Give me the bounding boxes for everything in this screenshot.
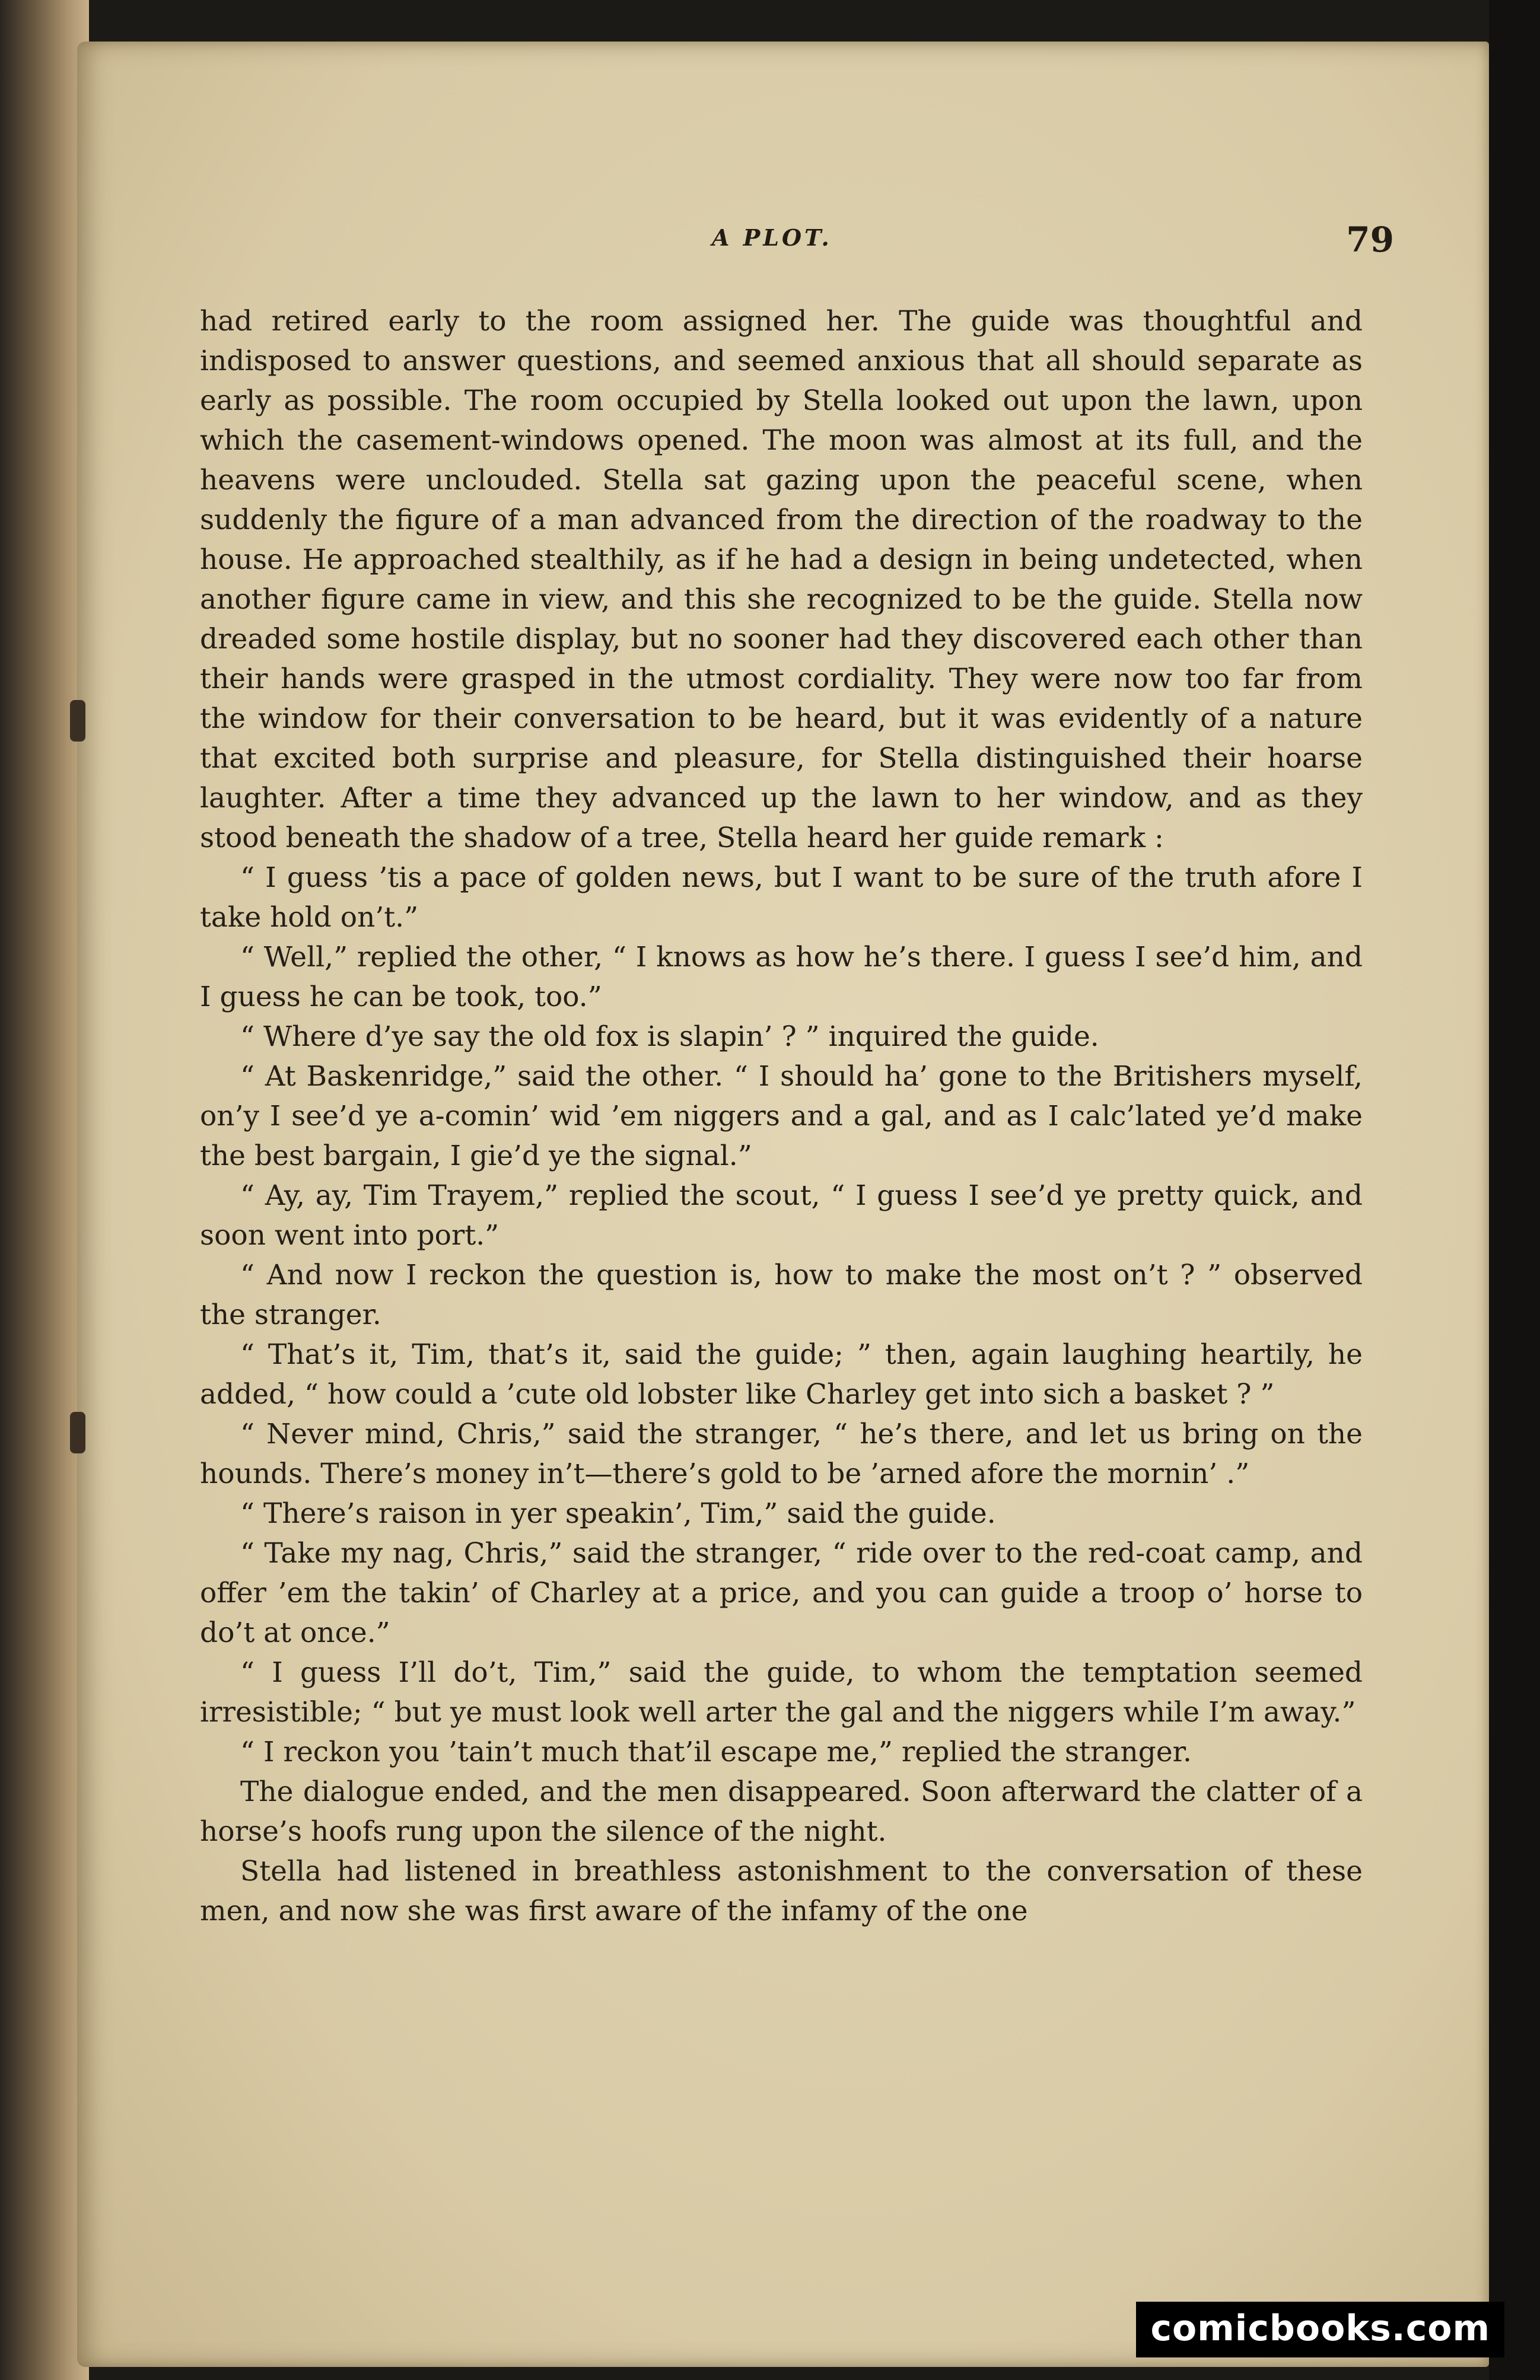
paragraph: “ There’s raison in yer speakin’, Tim,” said the guide. xyxy=(240,1497,996,1530)
page-header xyxy=(77,219,1489,267)
paragraph: “ That’s it, Tim, that’s it, said the guide; ” then, again laughing heartily, he added, “ how could a ’cute old lobster like Charley get into sich a basket ? ” xyxy=(200,1338,1363,1411)
binding-staple xyxy=(70,700,85,742)
paragraph: Stella had listened in breathless astonishment to the conversation of these men, and now she was first aware of the infamy of the one xyxy=(200,1855,1363,1927)
paragraph: “ Ay, ay, Tim Trayem,” replied the scout, “ I guess I see’d ye pretty quick, and soon went into port.” xyxy=(200,1179,1363,1252)
watermark: comicbooks.com xyxy=(1136,2302,1504,2357)
paragraph: had retired early to the room assigned her. The guide was thoughtful and indisposed to answer questions, and seemed anxious that all should separate as early as possible. The room occupied by Stella looked out upon the lawn, upon which the casement-windows opened. The moon was almost at its full, and the heavens were unclouded. Stella sat gazing upon the peaceful scene, when suddenly the figure of a man advanced from the direction of the roadway to the house. He approached stealthily, as if he had a design in being undetected, when another figure came in view, and this she recognized to be the guide. Stella now dreaded some hostile display, but no sooner had they discovered each other than their hands were grasped in the utmost cordiality. They were now too far from the window for their conversation to be heard, but it was evidently of a nature that excited both surprise and pleasure, for Stella distinguished their hoarse laughter. After a time they advanced up the lawn to her window, and as they stood beneath the shadow of a tree, Stella heard her guide remark : xyxy=(200,305,1363,854)
background-edge xyxy=(1489,0,1540,2380)
paragraph: “ Take my nag, Chris,” said the stranger, “ ride over to the red-coat camp, and offer ’em the takin’ of Charley at a price, and you can guide a troop o’ horse to do’t at once.” xyxy=(200,1537,1363,1649)
paragraph: “ Well,” replied the other, “ I knows as how he’s there. I guess I see’d him, and I guess he can be took, too.” xyxy=(200,941,1363,1013)
paragraph: “ I guess I’ll do’t, Tim,” said the guide, to whom the temptation seemed irresistible; “ but ye must look well arter the gal and the niggers while I’m away.” xyxy=(200,1656,1363,1729)
paragraph: The dialogue ended, and the men disappeared. Soon afterward the clatter of a horse’s hoofs rung upon the silence of the night. xyxy=(200,1776,1363,1848)
binding-staple xyxy=(70,1412,85,1453)
page-body-text xyxy=(200,301,1363,1931)
book-binding xyxy=(0,0,89,2380)
book-page xyxy=(77,42,1489,2367)
paragraph: “ At Baskenridge,” said the other. “ I should ha’ gone to the Britishers myself, on’y I see’d ye a-comin’ wid ’em niggers and a gal, and as I calc’lated ye’d make the best bargain, I gie’d ye the signal.” xyxy=(200,1060,1363,1172)
paragraph: “ Where d’ye say the old fox is slapin’ ? ” inquired the guide. xyxy=(240,1020,1099,1053)
paragraph: “ Never mind, Chris,” said the stranger, “ he’s there, and let us bring on the hounds. There’s money in’t—there’s gold to be ’arned afore the mornin’ .” xyxy=(200,1418,1363,1490)
paragraph: “ I reckon you ’tain’t much that’il escape me,” replied the stranger. xyxy=(240,1736,1192,1768)
paragraph: “ And now I reckon the question is, how to make the most on’t ? ” observed the stranger. xyxy=(200,1259,1363,1331)
paragraph: “ I guess ’tis a pace of golden news, but I want to be sure of the truth afore I take hold on’t.” xyxy=(200,861,1363,934)
running-head: A PLOT. xyxy=(712,224,832,251)
page-number: 79 xyxy=(1346,219,1394,260)
